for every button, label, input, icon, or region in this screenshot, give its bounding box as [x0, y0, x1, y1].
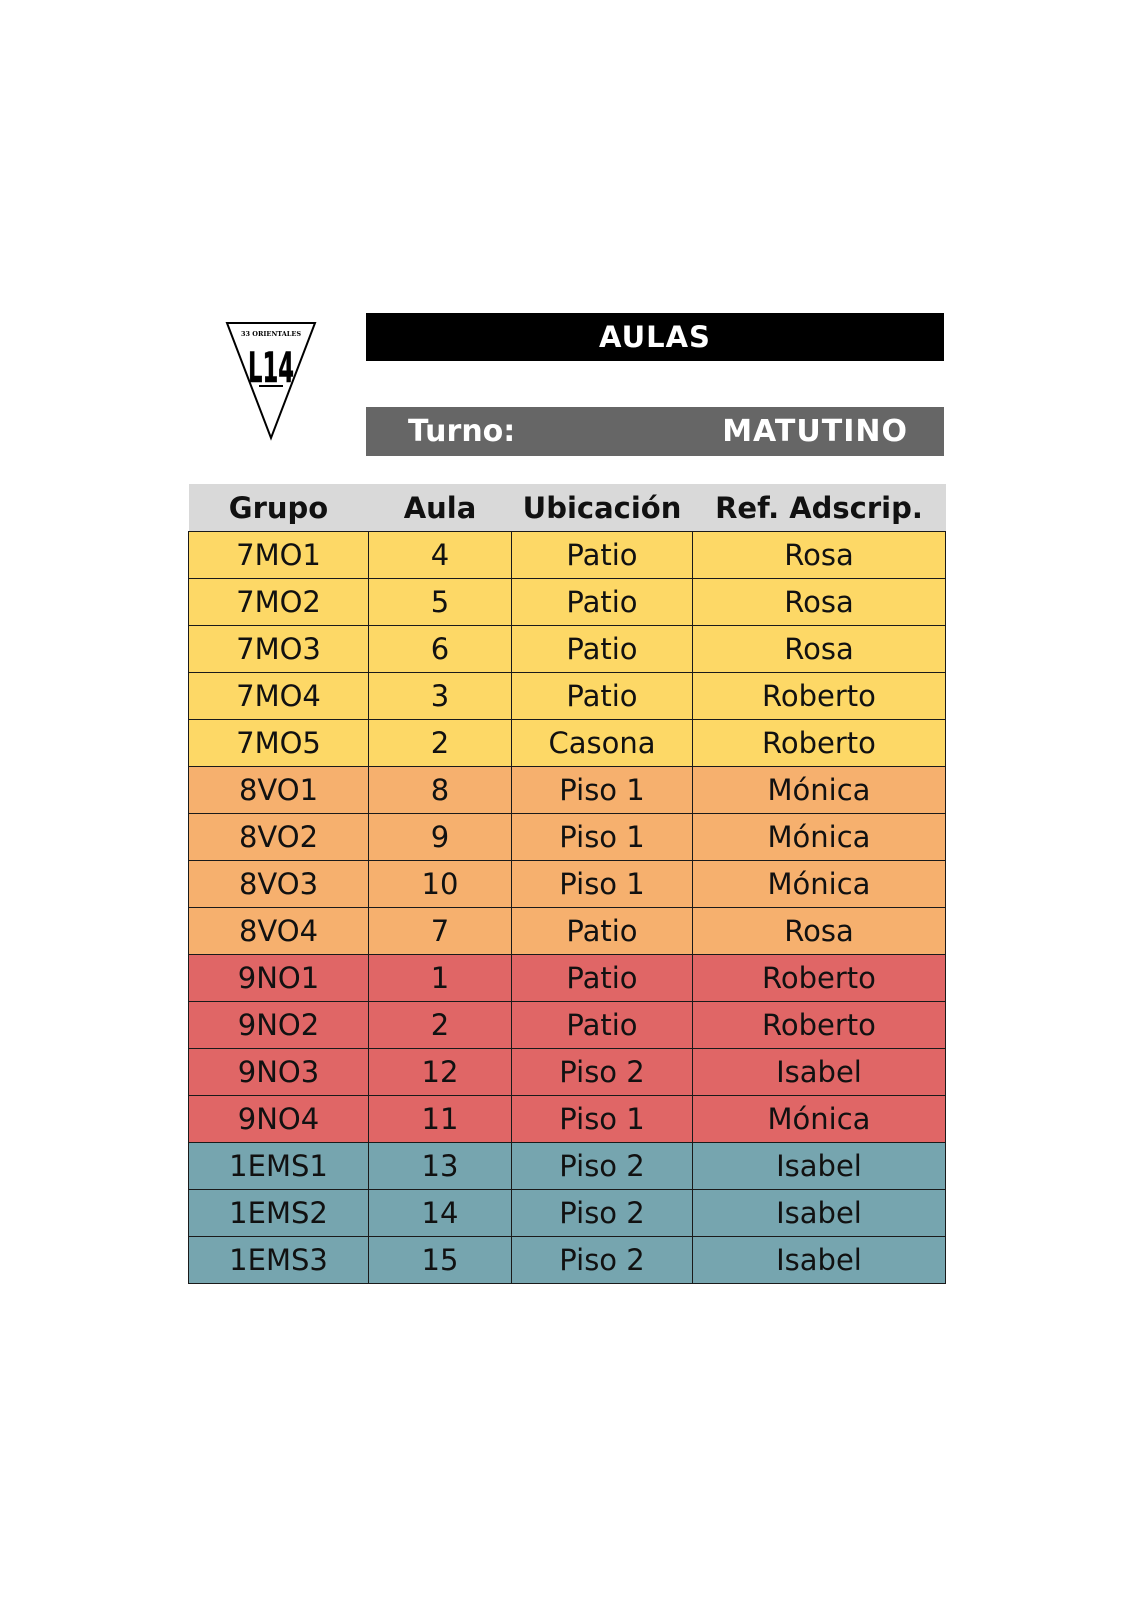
cell-aula: 13: [369, 1143, 512, 1190]
cell-ref-adscrip: Roberto: [693, 720, 946, 767]
cell-grupo: 8VO4: [189, 908, 369, 955]
cell-grupo: 9NO3: [189, 1049, 369, 1096]
table-body: [189, 532, 946, 1284]
page-title: [366, 313, 944, 361]
cell-grupo: 1EMS1: [189, 1143, 369, 1190]
table-row: [189, 532, 946, 579]
classroom-table: [188, 484, 946, 1284]
column-header-ubicacion: Ubicación: [512, 484, 693, 532]
column-header-grupo: Grupo: [189, 484, 369, 532]
cell-aula: 12: [369, 1049, 512, 1096]
cell-aula: 1: [369, 955, 512, 1002]
cell-aula: 9: [369, 814, 512, 861]
cell-ref-adscrip: Isabel: [693, 1049, 946, 1096]
cell-ref-adscrip: Mónica: [693, 861, 946, 908]
cell-ref-adscrip: Isabel: [693, 1190, 946, 1237]
cell-grupo: 9NO2: [189, 1002, 369, 1049]
cell-aula: 4: [369, 532, 512, 579]
column-header-ref-adscrip: Ref. Adscrip.: [693, 484, 946, 532]
cell-ubicacion: Piso 2: [512, 1143, 693, 1190]
cell-grupo: 7MO2: [189, 579, 369, 626]
cell-ubicacion: Piso 1: [512, 814, 693, 861]
table-row: [189, 1049, 946, 1096]
triangle-crest-icon: [225, 320, 317, 442]
cell-grupo: 1EMS3: [189, 1237, 369, 1284]
table-header-row: [189, 484, 946, 532]
cell-aula: 10: [369, 861, 512, 908]
school-logo: [225, 320, 317, 442]
cell-ref-adscrip: Rosa: [693, 579, 946, 626]
cell-ref-adscrip: Mónica: [693, 814, 946, 861]
table-row: [189, 1237, 946, 1284]
cell-ubicacion: Piso 1: [512, 767, 693, 814]
cell-ref-adscrip: Roberto: [693, 955, 946, 1002]
cell-grupo: 9NO1: [189, 955, 369, 1002]
cell-ubicacion: Piso 2: [512, 1049, 693, 1096]
cell-grupo: 8VO1: [189, 767, 369, 814]
table-row: [189, 1143, 946, 1190]
cell-grupo: 7MO4: [189, 673, 369, 720]
table-row: [189, 579, 946, 626]
table-row: [189, 673, 946, 720]
cell-aula: 5: [369, 579, 512, 626]
table-row: [189, 626, 946, 673]
cell-ubicacion: Patio: [512, 955, 693, 1002]
turno-value: MATUTINO: [722, 414, 908, 449]
table-row: [189, 720, 946, 767]
cell-ubicacion: Patio: [512, 908, 693, 955]
cell-aula: 3: [369, 673, 512, 720]
cell-grupo: 7MO1: [189, 532, 369, 579]
turno-label: Turno:: [408, 414, 516, 449]
cell-grupo: 7MO3: [189, 626, 369, 673]
cell-aula: 7: [369, 908, 512, 955]
table-row: [189, 1096, 946, 1143]
cell-ubicacion: Patio: [512, 579, 693, 626]
cell-ubicacion: Patio: [512, 626, 693, 673]
cell-ref-adscrip: Rosa: [693, 532, 946, 579]
table-row: [189, 908, 946, 955]
cell-ubicacion: Piso 2: [512, 1237, 693, 1284]
cell-ubicacion: Patio: [512, 673, 693, 720]
table-row: [189, 814, 946, 861]
logo-mark: L14: [248, 344, 294, 393]
cell-aula: 2: [369, 1002, 512, 1049]
cell-ref-adscrip: Mónica: [693, 1096, 946, 1143]
cell-ref-adscrip: Rosa: [693, 626, 946, 673]
column-header-aula: Aula: [369, 484, 512, 532]
cell-grupo: 1EMS2: [189, 1190, 369, 1237]
cell-aula: 11: [369, 1096, 512, 1143]
cell-aula: 6: [369, 626, 512, 673]
cell-ubicacion: Patio: [512, 1002, 693, 1049]
table-row: [189, 1190, 946, 1237]
turno-banner: [366, 407, 944, 456]
table-row: [189, 861, 946, 908]
cell-aula: 15: [369, 1237, 512, 1284]
cell-ubicacion: Piso 1: [512, 1096, 693, 1143]
table-row: [189, 955, 946, 1002]
cell-ref-adscrip: Roberto: [693, 1002, 946, 1049]
table-row: [189, 1002, 946, 1049]
cell-ubicacion: Casona: [512, 720, 693, 767]
cell-aula: 8: [369, 767, 512, 814]
cell-ubicacion: Piso 1: [512, 861, 693, 908]
page-title-text: AULAS: [599, 320, 711, 354]
logo-caption: 33 ORIENTALES: [240, 330, 302, 338]
cell-ref-adscrip: Rosa: [693, 908, 946, 955]
cell-ref-adscrip: Isabel: [693, 1143, 946, 1190]
cell-grupo: 7MO5: [189, 720, 369, 767]
cell-grupo: 8VO3: [189, 861, 369, 908]
cell-ref-adscrip: Mónica: [693, 767, 946, 814]
cell-ref-adscrip: Roberto: [693, 673, 946, 720]
cell-ubicacion: Patio: [512, 532, 693, 579]
cell-aula: 14: [369, 1190, 512, 1237]
cell-grupo: 9NO4: [189, 1096, 369, 1143]
table-row: [189, 767, 946, 814]
cell-ref-adscrip: Isabel: [693, 1237, 946, 1284]
cell-aula: 2: [369, 720, 512, 767]
cell-ubicacion: Piso 2: [512, 1190, 693, 1237]
cell-grupo: 8VO2: [189, 814, 369, 861]
